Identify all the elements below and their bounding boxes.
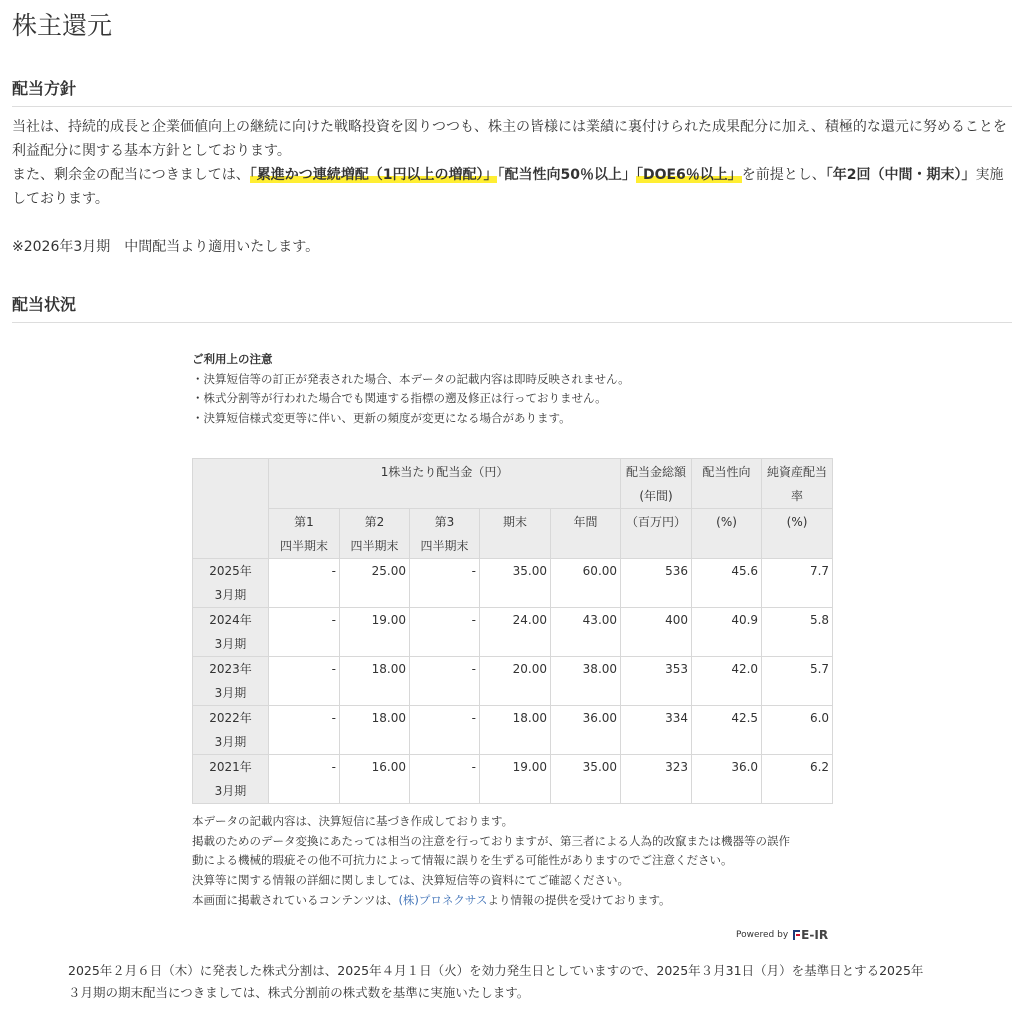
caution-item: ・株式分割等が行われた場合でも関連する指標の遡及修正は行っておりません。	[192, 391, 607, 405]
table-corner-cell	[193, 459, 269, 559]
dividend-table	[192, 458, 833, 804]
q1-header: 第1 四半期末	[269, 509, 340, 559]
cell-q1: -	[269, 706, 340, 755]
table-row	[193, 657, 833, 706]
q3-header: 第3 四半期末	[410, 509, 480, 559]
cell-total: 334	[621, 706, 692, 755]
cell-doe: 5.8	[762, 608, 833, 657]
disclaimer-line: 決算等に関する情報の詳細に関しましては、決算短信等の資料にてご確認ください。	[192, 873, 629, 888]
cell-payout: 45.6	[692, 559, 762, 608]
caution-item: ・決算短信様式変更等に伴い、更新の頻度が変更になる場合があります。	[192, 410, 571, 425]
cell-annual: 35.00	[551, 755, 621, 804]
table-row	[193, 755, 833, 804]
total-dividend-header: 配当金総額 (年間)	[621, 459, 692, 509]
dividend-policy-heading: 配当方針	[12, 76, 1012, 107]
fiscal-year-cell: 2025年 3月期	[193, 559, 269, 608]
cell-end: 24.00	[480, 608, 551, 657]
total-dividend-unit: （百万円）	[621, 509, 692, 559]
split-note-line: 2025年２月６日（木）に発表した株式分割は、2025年４月１日（火）を効力発生日としていますので、2025年３月31日（月）を基準日とする2025年	[68, 963, 924, 978]
per-share-dividend-header: 1株当たり配当金（円）	[269, 459, 621, 509]
cell-payout: 42.5	[692, 706, 762, 755]
cell-end: 19.00	[480, 755, 551, 804]
fiscal-year-cell: 2024年 3月期	[193, 608, 269, 657]
cell-end: 35.00	[480, 559, 551, 608]
policy-twice-a-year: 「年2回（中間・期末）」	[825, 167, 976, 183]
cell-end: 20.00	[480, 657, 551, 706]
cell-end: 18.00	[480, 706, 551, 755]
policy-paragraph-1: 当社は、持続的成長と企業価値向上の継続に向けた戦略投資を図りつつも、株主の皆様には業績に裏付けられた成果配分に加え、積極的な還元に努めることを利益配分に関する基本方針としております。	[12, 119, 1007, 159]
table-row	[193, 608, 833, 657]
cell-q3: -	[410, 755, 480, 804]
caution-title: ご利用上の注意	[192, 352, 273, 366]
cell-q2: 25.00	[340, 559, 410, 608]
cell-payout: 42.0	[692, 657, 762, 706]
cell-doe: 6.0	[762, 706, 833, 755]
cell-q3: -	[410, 608, 480, 657]
cell-q3: -	[410, 657, 480, 706]
usage-caution	[192, 350, 832, 428]
cell-annual: 38.00	[551, 657, 621, 706]
fiscal-year-cell: 2022年 3月期	[193, 706, 269, 755]
cell-total: 536	[621, 559, 692, 608]
annual-header: 年間	[551, 509, 621, 559]
q2-header: 第2 四半期末	[340, 509, 410, 559]
disclaimer-line: 本データの記載内容は、決算短信に基づき作成しております。	[192, 814, 514, 828]
cell-q2: 19.00	[340, 608, 410, 657]
policy-premise: を前提とし、	[741, 167, 826, 183]
policy-highlight-doe: 「DOE6％以上」	[635, 167, 742, 183]
fiscal-year-cell: 2023年 3月期	[193, 657, 269, 706]
cell-doe: 5.7	[762, 657, 833, 706]
cell-q1: -	[269, 559, 340, 608]
caution-item: ・決算短信等の訂正が発表された場合、本データの記載内容は即時反映されません。	[192, 371, 630, 386]
cell-q2: 18.00	[340, 706, 410, 755]
data-disclaimer	[192, 812, 852, 911]
policy-payout-ratio: 「配当性向50％以上」	[497, 167, 636, 183]
cell-q1: -	[269, 608, 340, 657]
table-row	[193, 559, 833, 608]
dividend-policy-text	[12, 115, 1014, 259]
cell-total: 400	[621, 608, 692, 657]
policy-paragraph-2-start: また、剰余金の配当につきましては、	[12, 167, 250, 183]
disclaimer-line: 掲載のためのデータ変換にあたっては相当の注意を行っておりますが、第三者による人為的改竄または機器等の誤作	[192, 833, 790, 848]
policy-note: ※2026年3月期 中間配当より適用いたします。	[12, 239, 320, 255]
cell-total: 353	[621, 657, 692, 706]
split-note-line: ３月期の期末配当につきましては、株式分割前の株式数を基準に実施いたします。	[68, 985, 530, 1000]
year-end-header: 期末	[480, 509, 551, 559]
doe-unit: (%)	[762, 509, 833, 559]
payout-ratio-unit: (%)	[692, 509, 762, 559]
cell-q3: -	[410, 706, 480, 755]
powered-by-eir[interactable]	[736, 927, 832, 943]
cell-doe: 6.2	[762, 755, 833, 804]
cell-payout: 40.9	[692, 608, 762, 657]
cell-q1: -	[269, 657, 340, 706]
doe-header: 純資産配当 率	[762, 459, 833, 509]
stock-split-note	[68, 960, 968, 1004]
powered-by-label: Powered by	[736, 930, 789, 940]
dividend-status-heading: 配当状況	[12, 292, 1012, 323]
table-row	[193, 706, 833, 755]
cell-doe: 7.7	[762, 559, 833, 608]
eir-logo: E-IR	[792, 928, 828, 942]
policy-paragraph-2-end: 実施しております。	[12, 167, 1004, 207]
page-title: 株主還元	[12, 11, 113, 40]
cell-annual: 43.00	[551, 608, 621, 657]
cell-q2: 18.00	[340, 657, 410, 706]
cell-q2: 16.00	[340, 755, 410, 804]
cell-annual: 36.00	[551, 706, 621, 755]
cell-annual: 60.00	[551, 559, 621, 608]
disclaimer-line: 本画面に掲載されているコンテンツは、(株)プロネクサスより情報の提供を受けております。	[192, 892, 671, 907]
cell-total: 323	[621, 755, 692, 804]
cell-payout: 36.0	[692, 755, 762, 804]
eir-logo-icon	[792, 929, 801, 941]
disclaimer-line: 動による機械的瑕疵その他不可抗力によって情報に誤りを生ずる可能性がありますのでご注意ください。	[192, 853, 733, 868]
cell-q1: -	[269, 755, 340, 804]
fiscal-year-cell: 2021年 3月期	[193, 755, 269, 804]
payout-ratio-header: 配当性向	[692, 459, 762, 509]
policy-highlight-progressive: 「累進かつ連続増配（1円以上の増配）」	[249, 167, 498, 183]
pronexus-link[interactable]: (株)プロネクサス	[398, 892, 488, 907]
cell-q3: -	[410, 559, 480, 608]
